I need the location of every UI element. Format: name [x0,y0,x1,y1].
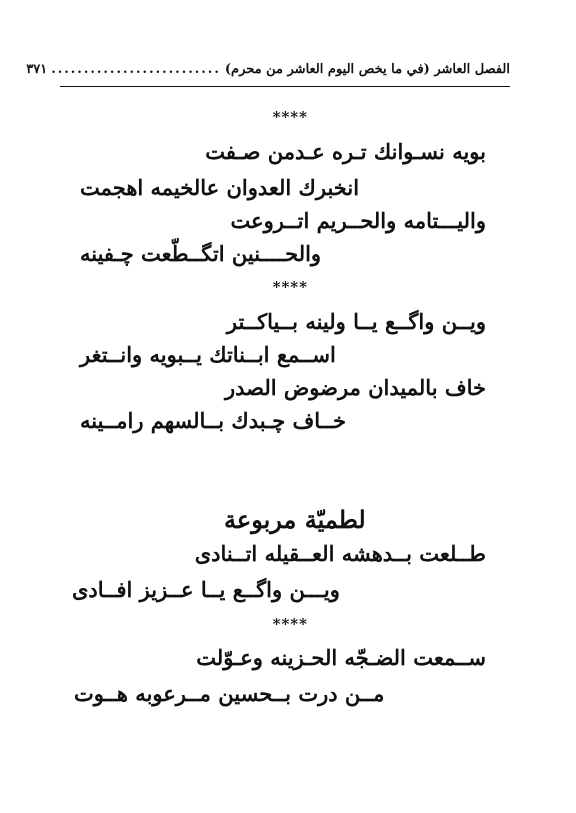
verse-line-6: اســمع ابــناتك يــبويه وانــتغر [80,342,336,367]
stanza-separator: **** [272,615,308,633]
stanza-separator: **** [272,278,308,296]
page-number: ٣٧١ [26,62,48,77]
verse-line-12: مــن درت بــحسين مــرعوبه هــوت [74,681,385,706]
verse-line-3: واليـــتامه والحــريم اتــروعت [230,208,486,233]
header-rule [60,86,510,87]
verse-line-7: خاف بالميدان مرضوض الصدر [225,375,486,400]
verse-line-5: ويــن واگــع يــا ولينه بــياكــتر [226,309,486,334]
verse-line-2: انخبرك العدوان عالخيمه اهجمت [80,175,360,200]
dot-leaders: .......................... [51,62,221,77]
chapter-title: الفصل العاشر (في ما يخص اليوم العاشر من محرم) [224,62,510,77]
verse-line-10: ويـــن واگــع يــا عــزيز افــادى [72,577,340,602]
verse-line-4: والحــــنين اتگــطّعت چـفينه [80,241,322,266]
verse-line-8: خــاف چـبدك بــالسهم رامــينه [80,408,346,433]
verse-line-11: ســمعت الضـجّه الحـزينه وعـوّلت [196,645,486,670]
verse-line-1: بويه نسـوانك تـره عـدمن صـفت [205,139,486,164]
verse-line-9: طــلعت بــدهشه العــقيله اتــنادى [194,541,486,566]
stanza-separator: **** [272,108,308,126]
poem-heading: لطميّة مربوعة [224,505,366,534]
running-header [26,62,510,84]
